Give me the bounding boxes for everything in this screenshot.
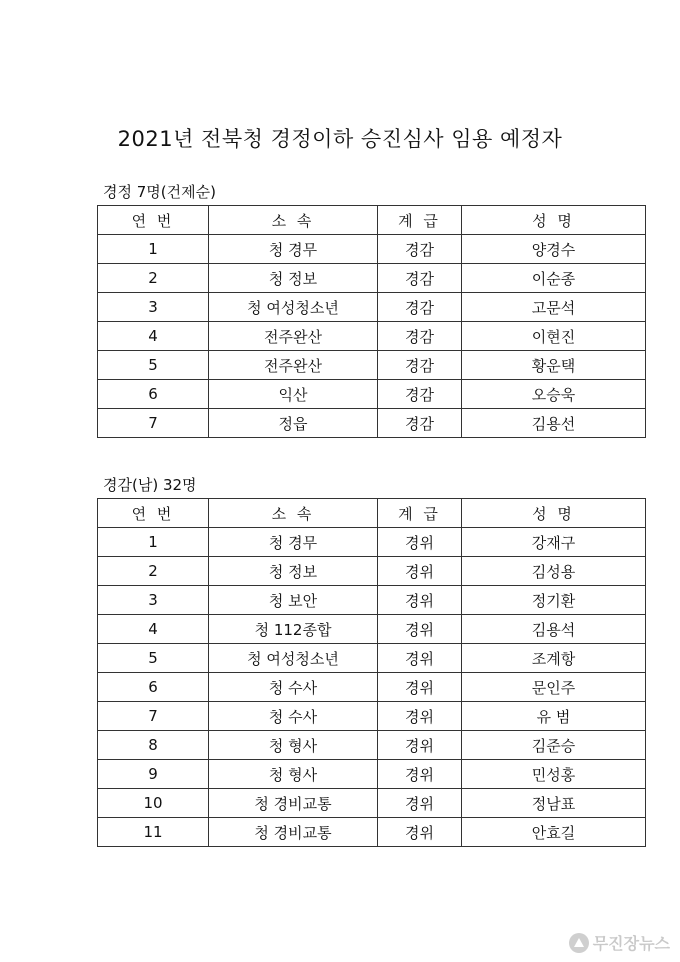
cell-no: 2 bbox=[98, 264, 209, 293]
roster-body-2 bbox=[98, 528, 646, 847]
cell-rank: 경위 bbox=[378, 818, 462, 847]
cell-no: 8 bbox=[98, 731, 209, 760]
cell-rank: 경위 bbox=[378, 557, 462, 586]
table-row bbox=[98, 818, 646, 847]
cell-rank: 경감 bbox=[378, 293, 462, 322]
table-row bbox=[98, 615, 646, 644]
cell-no: 1 bbox=[98, 528, 209, 557]
cell-rank: 경감 bbox=[378, 235, 462, 264]
table-row bbox=[98, 789, 646, 818]
cell-name: 안효길 bbox=[462, 818, 646, 847]
cell-name: 김성용 bbox=[462, 557, 646, 586]
cell-no: 11 bbox=[98, 818, 209, 847]
cell-org: 청 여성청소년 bbox=[209, 293, 378, 322]
watermark-text: 무진장뉴스 bbox=[592, 934, 670, 953]
cell-rank: 경감 bbox=[378, 351, 462, 380]
cell-no: 5 bbox=[98, 351, 209, 380]
header-rank: 계 급 bbox=[378, 499, 462, 528]
cell-rank: 경위 bbox=[378, 615, 462, 644]
cell-name: 민성홍 bbox=[462, 760, 646, 789]
cell-no: 6 bbox=[98, 380, 209, 409]
cell-name: 오승욱 bbox=[462, 380, 646, 409]
header-row bbox=[98, 206, 646, 235]
cell-name: 고문석 bbox=[462, 293, 646, 322]
cell-org: 전주완산 bbox=[209, 351, 378, 380]
table-row bbox=[98, 409, 646, 438]
cell-no: 5 bbox=[98, 644, 209, 673]
table-row bbox=[98, 557, 646, 586]
cell-rank: 경위 bbox=[378, 731, 462, 760]
cell-no: 4 bbox=[98, 615, 209, 644]
table-row bbox=[98, 235, 646, 264]
cell-org: 정읍 bbox=[209, 409, 378, 438]
header-rank: 계 급 bbox=[378, 206, 462, 235]
header-org: 소 속 bbox=[209, 206, 378, 235]
cell-rank: 경감 bbox=[378, 264, 462, 293]
cell-rank: 경위 bbox=[378, 789, 462, 818]
cell-name: 황운택 bbox=[462, 351, 646, 380]
cell-no: 9 bbox=[98, 760, 209, 789]
table-row bbox=[98, 322, 646, 351]
section-label-2: 경감(남) 32명 bbox=[103, 476, 197, 494]
roster-table-2 bbox=[97, 498, 646, 847]
cell-name: 이순종 bbox=[462, 264, 646, 293]
section-label-1: 경정 7명(건제순) bbox=[103, 183, 216, 201]
watermark bbox=[569, 931, 670, 954]
cell-rank: 경감 bbox=[378, 380, 462, 409]
cell-name: 김용선 bbox=[462, 409, 646, 438]
cell-org: 청 형사 bbox=[209, 760, 378, 789]
cell-org: 청 보안 bbox=[209, 586, 378, 615]
cell-no: 7 bbox=[98, 702, 209, 731]
cell-org: 청 경무 bbox=[209, 528, 378, 557]
cell-no: 3 bbox=[98, 293, 209, 322]
cell-name: 양경수 bbox=[462, 235, 646, 264]
header-org: 소 속 bbox=[209, 499, 378, 528]
table-row bbox=[98, 586, 646, 615]
cell-no: 2 bbox=[98, 557, 209, 586]
cell-name: 강재구 bbox=[462, 528, 646, 557]
header-no: 연 번 bbox=[98, 499, 209, 528]
cell-no: 3 bbox=[98, 586, 209, 615]
cell-rank: 경위 bbox=[378, 586, 462, 615]
table-row bbox=[98, 673, 646, 702]
cell-name: 정기환 bbox=[462, 586, 646, 615]
cell-rank: 경위 bbox=[378, 702, 462, 731]
cell-rank: 경감 bbox=[378, 322, 462, 351]
cell-name: 조계항 bbox=[462, 644, 646, 673]
cell-name: 유 범 bbox=[462, 702, 646, 731]
header-name: 성 명 bbox=[462, 206, 646, 235]
cell-org: 청 경비교통 bbox=[209, 789, 378, 818]
table-row bbox=[98, 528, 646, 557]
cell-no: 6 bbox=[98, 673, 209, 702]
page-title: 2021년 전북청 경정이하 승진심사 임용 예정자 bbox=[117, 127, 563, 151]
cell-name: 문인주 bbox=[462, 673, 646, 702]
cell-name: 이현진 bbox=[462, 322, 646, 351]
cell-rank: 경위 bbox=[378, 528, 462, 557]
cell-org: 전주완산 bbox=[209, 322, 378, 351]
cell-rank: 경감 bbox=[378, 409, 462, 438]
cell-org: 청 112종합 bbox=[209, 615, 378, 644]
cell-name: 김용석 bbox=[462, 615, 646, 644]
header-no: 연 번 bbox=[98, 206, 209, 235]
cell-org: 청 정보 bbox=[209, 557, 378, 586]
cell-org: 청 정보 bbox=[209, 264, 378, 293]
cell-no: 4 bbox=[98, 322, 209, 351]
cell-org: 청 수사 bbox=[209, 702, 378, 731]
header-row bbox=[98, 499, 646, 528]
cell-no: 7 bbox=[98, 409, 209, 438]
cell-rank: 경위 bbox=[378, 760, 462, 789]
cell-org: 청 경비교통 bbox=[209, 818, 378, 847]
table-row bbox=[98, 644, 646, 673]
cell-name: 정남표 bbox=[462, 789, 646, 818]
cell-org: 청 여성청소년 bbox=[209, 644, 378, 673]
logo-icon bbox=[569, 933, 589, 953]
table-row bbox=[98, 731, 646, 760]
cell-rank: 경위 bbox=[378, 644, 462, 673]
roster-body-1 bbox=[98, 235, 646, 438]
cell-org: 익산 bbox=[209, 380, 378, 409]
cell-no: 1 bbox=[98, 235, 209, 264]
table-row bbox=[98, 380, 646, 409]
table-row bbox=[98, 264, 646, 293]
cell-org: 청 수사 bbox=[209, 673, 378, 702]
cell-name: 김준승 bbox=[462, 731, 646, 760]
table-row bbox=[98, 351, 646, 380]
table-row bbox=[98, 702, 646, 731]
roster-table-1 bbox=[97, 205, 646, 438]
table-row bbox=[98, 760, 646, 789]
header-name: 성 명 bbox=[462, 499, 646, 528]
cell-no: 10 bbox=[98, 789, 209, 818]
cell-org: 청 형사 bbox=[209, 731, 378, 760]
table-row bbox=[98, 293, 646, 322]
cell-rank: 경위 bbox=[378, 673, 462, 702]
cell-org: 청 경무 bbox=[209, 235, 378, 264]
